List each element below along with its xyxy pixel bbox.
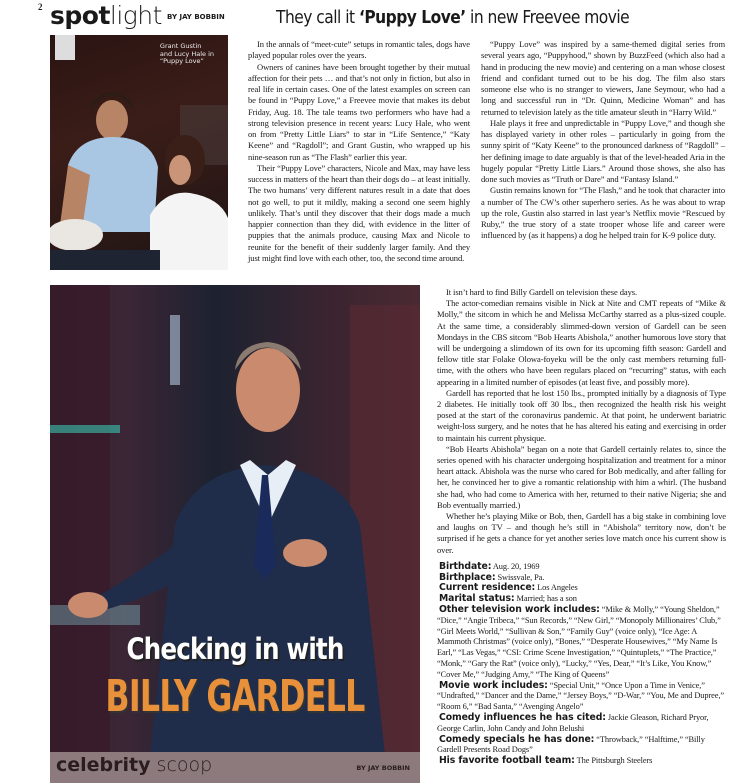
byline: BY JAY BOBBIN: [356, 764, 410, 772]
fact-label: Other television work includes:: [439, 604, 600, 616]
fact-label: Marital status:: [439, 593, 515, 605]
logo-light: light: [109, 1, 162, 30]
article-column-1: [248, 39, 470, 264]
fact-value: Married; has a son: [514, 594, 577, 604]
fact-specials: [437, 735, 726, 757]
headline-pre: They call it: [276, 7, 359, 28]
paragraph: Owners of canines have been brought together by their mutual affection for their pets … and that’s not only in fiction, but also in real life in certain cases. One of the latest examples on screen can be found in “Puppy Love,” a Freevee movie that makes its debut Friday, Aug. 18. The tale teams two performers who have had a strong television presence in recent years: Lucy Hale, who went on from “Pretty Little Liars” to star in “Life Sentence,” “Katy Keene” and “Ragdoll”; and Grant Gustin, who wrapped up his nine-season run as “The Flash” earlier this year.: [248, 61, 470, 162]
page-number: 2: [38, 2, 43, 12]
fact-value: Jackie Gleason, Richard Pryor, George Carlin, John Candy and John Belushi: [437, 713, 709, 733]
paragraph: Hale plays it free and unpredictable in “Puppy Love,” and though she has displayed variety in other roles – particularly in going from the sunny spirit of “Katy Keene” to the pronounced darkness of “Ragdoll” – her defining image to date arguably is that of the level-headed Aria in the hugely popular “Pretty Little Liars.” Around those shows, she also has done such movies as “Truth or Dare” and “Fantasy Island.”: [481, 117, 725, 184]
fact-value: “Throwback,” “Halftime,” “Billy Gardell Presents Road Dogs”: [437, 734, 705, 755]
fact-label: Comedy influences he has cited:: [439, 712, 606, 724]
section-logo-spotlight: [50, 1, 162, 31]
photo-caption: [160, 43, 214, 66]
fact-tv-work: [437, 605, 726, 681]
paragraph: Their “Puppy Love” characters, Nicole and Max, may have less success in matters of the heart than their dogs do – at least initially. The two humans’ very different natures result in a date that does not go well, to put it mildly, making a second one seem highly unlikely. That’s until they discover that their dogs made a much happier connection than they did, with evidence in the litter of puppies that the animals produce, causing Max and Nicole to reunite for the benefit of their suddenly larger family. And they just might find love with each other, too, the second time around.: [248, 162, 471, 263]
logo-bold: celebrity: [56, 754, 151, 776]
fact-label: Comedy specials he has done:: [439, 733, 595, 745]
feature-title-line1: Checking in with: [126, 632, 344, 666]
headline: [276, 6, 629, 30]
article-column-2: [481, 39, 725, 242]
paragraph: Gardell has reported that he lost 150 lbs., prompted initially by a diagnosis of Type 2 diabetes. He initially took off 30 lbs., then recognized the health risk his weight posed at the start of the coronavirus pandemic. At that point, he underwent bariatric weight-loss surgery, and he notes that he has altered his eating and exercising in order to maintain his current physique.: [437, 387, 726, 443]
paragraph: The actor-comedian remains visible in Nick at Nite and CMT repeats of “Mike & Molly,” the sitcom in which he and Melissa McCarthy starred as a plus-sized couple. At the same time, a considerably slimmed-down version of Gardell can be seen Mondays in the CBS sitcom “Bob Hearts Abishola,” another humorous love story that will be undergoing a slimdown of its own for its upcoming fifth season: Gardell and fellow title star Folake Olowa-foyeku will be the only cast members returning full-time, with the others who have been regulars placed on “recurring” status, with each appearing in a limited number of episodes (at least five, and possibly more).: [437, 298, 726, 387]
paragraph: Whether he’s playing Mike or Bob, then, Gardell has a big stake in combining love and laughs on TV – and though he’s still in “Abishola” territory now, don’t be surprised if he gets a chance for yet another series love match once his current show is over.: [437, 511, 726, 555]
paragraph: It isn’t hard to find Billy Gardell on television these days.: [446, 287, 638, 297]
article-column-3: [437, 287, 726, 767]
headline-post: in new Freevee movie: [465, 7, 630, 28]
puppy-love-photo: [50, 35, 228, 270]
fact-label: Birthdate:: [439, 560, 492, 572]
caption-line: Grant Gustin: [159, 42, 202, 50]
fact-box: [437, 562, 726, 767]
paragraph: “Puppy Love” was inspired by a same-themed digital series from several years ago, “Puppyhood,” shown by BuzzFeed (which also had a hand in producing the new movie) and centering on a man whose closest friend and confidant turned out to be his dog. The film also stars someone else who is no stranger to viewers, Jane Seymour, who had a long and successful run in “Dr. Quinn, Medicine Woman” and has returned to television lately as the title amateur sleuth in “Harry Wild.”: [481, 39, 725, 117]
fact-football: [437, 756, 726, 767]
fact-movie-work: [437, 681, 726, 713]
headline-bold: ‘Puppy Love’: [358, 7, 466, 28]
feature-title-name: BILLY GARDELL: [105, 671, 365, 722]
fact-value: The Pittsburgh Steelers: [574, 756, 653, 766]
fact-value: Swissvale, Pa.: [495, 572, 545, 582]
paragraph: Gustin remains known for “The Flash,” and he took that character into a number of The CW’s other superhero series. As he was about to wrap up the role, Gustin also starred in last year’s Netflix movie “Rescued by Ruby,” the true story of a state trooper whose life and career were influenced by (as it happens) a dog he helped train for K-9 police duty.: [481, 185, 725, 241]
fact-value: “Special Unit,” “Once Upon a Time in Venice,” “Undrafted,” “Dancer and the Dame,” “Jersey Boys,” “D-War,” “You, Me and Dupree,” “Room 6,” “Bad Santa,” “Avenging Angelo”: [437, 680, 724, 712]
fact-value: “Mike & Molly,” “Young Sheldon,” “Dice,” “Angie Tribeca,” “Sun Records,” “New Girl,” “Monopoly Millionaires’ Club,” “Girl Meets World,” “Sullivan & Son,” “Family Guy” (voice only), “Ice Age: A Mammoth Christmas” (voice only), “Bones,” “Desperate Housewives,” “My Name Is Earl,” “Las Vegas,” “CSI: Crime Scene Investigation,” “Quintuplets,” “The Practice,” “Monk,” “Gary the Rat” (voice only), “Lucky,” “Yes, Dear,” “It’s Like, You Know,” “Cover Me,” “Judging Amy,” “The King of Queens”: [437, 605, 721, 679]
photo-scene: [50, 35, 228, 270]
paragraph: “Bob Hearts Abishola” began on a note that Gardell certainly relates to, since the series opened with his character undergoing hospitalization and treatment for a minor heart attack. Abishola was the nurse who cared for Bob medically, and after falling for her, he convinced her to give a romantic relationship with him a whirl. (The husband she had, who had come to America with her, returned to their native Nigeria; she and Bob eventually married.): [437, 443, 726, 510]
fact-label: Birthplace:: [439, 571, 496, 583]
fact-label: Movie work includes:: [439, 679, 548, 691]
fact-value: Los Angeles: [535, 583, 578, 593]
section-logo-celebrity-scoop: [56, 754, 212, 776]
logo-light: scoop: [150, 754, 213, 776]
fact-label: His favorite football team:: [439, 755, 575, 767]
fact-influences: [437, 713, 726, 735]
paragraph: In the annals of “meet-cute” setups in romantic tales, dogs have played popular roles over the years.: [248, 39, 470, 61]
caption-line: “Puppy Love”: [159, 57, 204, 65]
fact-label: Current residence:: [439, 582, 536, 594]
caption-line: and Lucy Hale in: [159, 49, 214, 58]
logo-bold: spot: [50, 1, 110, 30]
byline: BY JAY BOBBIN: [167, 13, 225, 21]
fact-value: Aug. 20, 1969: [491, 561, 540, 571]
section-band: [50, 752, 420, 783]
